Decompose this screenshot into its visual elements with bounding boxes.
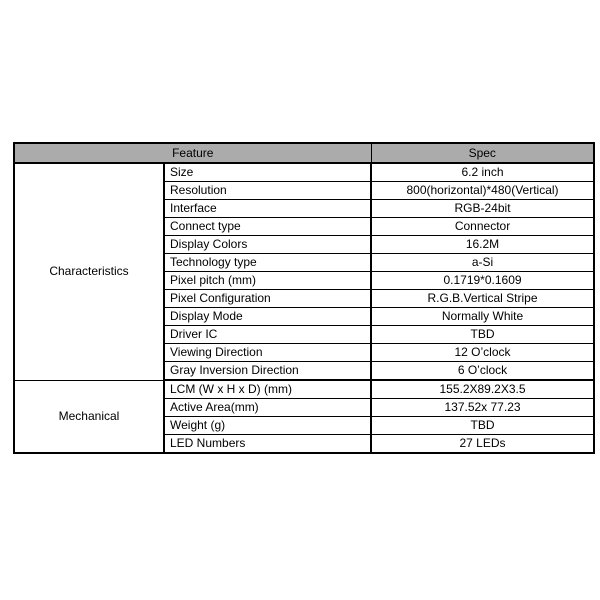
spec-cell: 6 O’clock <box>371 362 594 381</box>
feature-cell: Pixel pitch (mm) <box>164 272 371 290</box>
feature-cell: Viewing Direction <box>164 344 371 362</box>
table-row <box>14 380 594 399</box>
feature-cell: Size <box>164 163 371 182</box>
spec-cell: 137.52x 77.23 <box>371 399 594 417</box>
spec-cell: 27 LEDs <box>371 435 594 454</box>
spec-table <box>13 142 595 454</box>
spec-cell: Connector <box>371 218 594 236</box>
spec-cell: RGB-24bit <box>371 200 594 218</box>
feature-cell: Interface <box>164 200 371 218</box>
feature-cell: Display Mode <box>164 308 371 326</box>
header-spec: Spec <box>371 143 594 163</box>
header-row <box>14 143 594 163</box>
feature-cell: LED Numbers <box>164 435 371 454</box>
feature-cell: Pixel Configuration <box>164 290 371 308</box>
spec-sheet <box>13 142 595 454</box>
spec-cell: Normally White <box>371 308 594 326</box>
spec-cell: 6.2 inch <box>371 163 594 182</box>
feature-cell: Driver IC <box>164 326 371 344</box>
category-cell-mechanical: Mechanical <box>14 380 164 453</box>
spec-cell: R.G.B.Vertical Stripe <box>371 290 594 308</box>
category-cell-characteristics: Characteristics <box>14 163 164 380</box>
spec-cell: 16.2M <box>371 236 594 254</box>
table-header <box>14 143 594 163</box>
feature-cell: Resolution <box>164 182 371 200</box>
spec-cell: TBD <box>371 417 594 435</box>
feature-cell: Display Colors <box>164 236 371 254</box>
feature-cell: Connect type <box>164 218 371 236</box>
spec-cell: 155.2X89.2X3.5 <box>371 380 594 399</box>
spec-cell: 0.1719*0.1609 <box>371 272 594 290</box>
spec-cell: 12 O’clock <box>371 344 594 362</box>
spec-cell: TBD <box>371 326 594 344</box>
header-feature: Feature <box>14 143 371 163</box>
spec-cell: a-Si <box>371 254 594 272</box>
feature-cell: Weight (g) <box>164 417 371 435</box>
feature-cell: Technology type <box>164 254 371 272</box>
feature-cell: Active Area(mm) <box>164 399 371 417</box>
feature-cell: Gray Inversion Direction <box>164 362 371 381</box>
feature-cell: LCM (W x H x D) (mm) <box>164 380 371 399</box>
table-row <box>14 163 594 182</box>
spec-cell: 800(horizontal)*480(Vertical) <box>371 182 594 200</box>
